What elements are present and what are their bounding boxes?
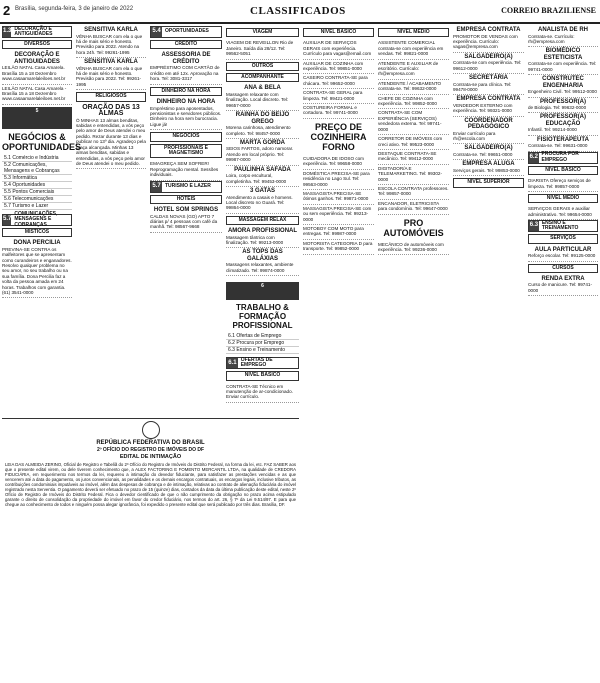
classified-ad: DOMÉSTICA PRECISA-SE para residência no Lago Sul. Tel: 99563-0000 (303, 170, 374, 190)
classified-ad: ANALISTA DE RH Contrata-se. Currículo: rh@empresa.com (528, 26, 598, 47)
page-header (0, 0, 600, 24)
classified-ad: COORDENADOR PEDAGÓGICO Enviar currículo para rh@escola.com (453, 117, 524, 145)
category-bar: 6.3 ENSINO E TREINAMENTO (528, 220, 598, 232)
subcategory-label: CRÉDITO (150, 40, 222, 49)
subcategory-label: HOTÉIS (150, 195, 222, 204)
classified-ad: DESTAQUE CONTRATA-SE mecânico. Tel: 99412-0000 (378, 150, 449, 165)
classified-ad: CORRETOR DE IMÓVEIS com creci ativo. Tel: 99523-0000 (378, 135, 449, 150)
classified-ad: AULA PARTICULAR Reforço escolar. Tel: 99125-0000 (528, 246, 598, 262)
classified-ad: AUXILIAR DE COZINHA com experiência. Tel: 99851-0000 (303, 60, 374, 75)
column-1 (2, 25, 82, 418)
subcategory-label: DINHEIRO NA HORA (150, 87, 222, 96)
classified-ad: ANA & BELA Massagem relaxante com finalização. Local discreto. Tel: 99657-0000 (226, 84, 299, 111)
column-5 (303, 26, 374, 678)
classified-ad: BIOMÉDICO ESTETICISTA Contrata-se com experiência. Tel: 99741-0000 (528, 47, 598, 75)
classified-ad: DIARISTA Ofereço serviços de limpeza. Tel: 99857-0000 (528, 177, 598, 192)
column-8 (528, 26, 598, 678)
subcategory-label: NÍVEL BÁSICO (528, 166, 598, 175)
classified-ad: AUXILIAR DE SERVIÇOS GERAIS com experiência. Currículo para vagas@email.com (303, 39, 374, 59)
subcategory-label: DIVERSOS (2, 40, 72, 49)
classified-ad: COSTUREIRA FORMAL e cortadora. Tel: 99741-0000 (303, 104, 374, 119)
classified-ad: ASSESSORIA DE CRÉDITO EMPRÉSTIMO COM CARTÃO de crédito em até 12x. Aprovação na hora. Tel: 3081-3317 (150, 51, 222, 84)
classified-ad: 3 GATAS Atendimento a casais e homens. Local discreto no Guará. Tel: 99864-0000 (226, 187, 299, 214)
classified-ad: VIAGEM DE REVEILLON Rio de Janeiro. Saída dia 28/12. Tel: 99562-5051 (226, 39, 299, 59)
classified-ad: SENSITIVA KARLA VÊNHA BUSCAR com ela o que há de mais sério e honesto. Previsão para 2022. Atendo na hora 24h. Tel: 99261-1995 (76, 26, 146, 58)
classified-ad: CONTRATA-SE COM EXPERIÊNCIA (SERVIÇOS) vendedora externa. Tel: 99741-0000 (378, 109, 449, 135)
subcategory-label: MASSAGEM RELAX (226, 216, 299, 225)
ad-headline: PRO AUTOMÓVEIS (383, 217, 444, 238)
classified-ad: ESCOLA CONTRATA professores. Tel: 99857-0000 (378, 185, 449, 200)
classified-ad: ASSISTENTE COMERCIAL contrata-se com experiência em vendas. Tel: 99821-0000 (378, 39, 449, 59)
notice-title: REPÚBLICA FEDERATIVA DO BRASIL (96, 440, 205, 446)
notice-body: LEIA DAS ALMEIDA ZERINO, Oficial de Registro e Tabeliã do 2º Ofício do Registro de Imóveis do Distrito Federal, na forma da lei, etc. FAZ SABER aos que o presente edital virem, ou dele tiverem conhecimento que, a ALEX FACTORING E FOMENTO MERCANTIL LTDA, na qualidade de CREDORA FIDUCIÁRIA, em requerimento nos termos da lei, requereu a intimação do devedor fiduciante, para satisfazer as prestações vencidas e as que vencerem até a data do pagamento, os juros convencionais, as penalidades e os demais encargos contratuais, os encargos legais, inclusive tributos, as contribuições condominiais imputáveis ao imóvel, além das despesas de cobrança e de intimação, relativas ao contrato de alienação fiduciária do imóvel registrado nesta Serventia. O pagamento deverá ser efetuado no prazo de 15 (quinze) dias, contados da data da última publicação deste edital, neste 2º Ofício de Registro de Imóveis do Distrito Federal. Fica o devedor cientificado de que o não cumprimento da obrigação no prazo acima estipulado garante o direito de consolidação da propriedade do imóvel em favor do credor fiduciário, nos termos do art. 26, § 7º da Lei 9.514/97. E para que chegue ao conhecimento de todos e ninguém possa alegar ignorância, foi expedido o presente edital que será publicado por três dias. Brasília, DF. (5, 462, 296, 507)
page-number: 2 (3, 3, 11, 18)
category-bar: 5.7 TURISMO E LAZER (150, 181, 222, 193)
paper-name: CORREIO BRAZILIENSE (501, 6, 596, 15)
category-bar: 1.3 DECORAÇÃO E ANTIGUIDADES (2, 26, 72, 38)
category-bar: 5.7 COMUNICAÇÕES, MENSAGENS E COBRANÇAS (2, 214, 72, 226)
section-title: NEGÓCIOS & OPORTUNIDADES (2, 131, 82, 152)
section-number-box: 6 (226, 282, 299, 300)
classified-ad: CONSTRUTEC ENGENHARIA Engenheiro Civil. Tel: 99512-0000 (528, 75, 598, 97)
column-3 (150, 26, 222, 418)
subcategory-label: ACOMPANHANTE (226, 73, 299, 82)
ad-headline: PREÇO DE COZINHEIRA FORNO (310, 121, 367, 152)
subcategory-label: NÍVEL BÁSICO (303, 28, 374, 37)
classified-ad: MECÂNICO de automóveis com experiência. Tel: 99236-0000 (378, 241, 449, 256)
classified-ad: CONTRATA-SE Técnico em manutenção de ar-condicionado. Enviar currículo. (226, 383, 299, 403)
column-7 (453, 26, 524, 678)
subcategory-label: OUTROS (226, 62, 299, 71)
classified-ad: MASSAGISTA PRECISA-SE ótimos ganhos. Tel: 99871-0000 (303, 190, 374, 205)
classified-ad: FISIOTERAPEUTA Contrata-se. Tel: 99631-0000 (528, 136, 598, 152)
subcategory-label: VIAGEM (226, 28, 299, 37)
section-number-box: 5 (2, 107, 72, 129)
classified-ad: SENSITIVA KARLA VÊNHA BUSCAR com ela o que há de mais sério e honesto. Previsão para 2022. Tel: 99261-1995 (76, 58, 146, 90)
subcategory-label: SERVIÇOS (528, 234, 598, 243)
classified-ad: AS TOPS DAS GALÁXIAS Massagens relaxantes, ambiente climatizado. Tel: 99874-0000 (226, 248, 299, 276)
section-index: 6.1 Ofertas de Emprego 6.2 Procura por Emprego 6.3 Ensino e Treinamento (226, 333, 299, 354)
classified-ad: PAULINHA SAFADA Loira, corpo escultural, completinha. Tel: 99453-0000 (226, 166, 299, 187)
classified-ad: PROFESSOR(A) EDUCAÇÃO Infantil. Tel: 99214-0000 (528, 113, 598, 135)
classified-ad: SALGADEIRO(A) Contrata-se com experiência. Tel: 99612-0000 (453, 53, 524, 74)
classified-ad: ATENDENTE E AUXILIAR de escritório. Currículo: rh@empresa.com (378, 60, 449, 80)
classified-ad: AMORA PROFISSIONAL Massagem tântrica com finalização. Tel: 99213-0000 (226, 227, 299, 248)
classified-ad: DINHEIRO NA HORA Empréstimo para aposentados, pensionistas e servidores públicos. Dinheiro na hora sem burocracia. Ligue já! (150, 98, 222, 130)
classified-ad: PROFESSOR(A) de Biologia. Tel: 99632-0000 (528, 98, 598, 114)
classified-ad: CHEFE DE COZINHA com experiência. Tel: 99852-0000 (378, 95, 449, 110)
column-6 (378, 26, 449, 678)
classified-ad: DIGITADOR/A E TELEMARKETING. Tel: 99302-0000 (378, 165, 449, 185)
classified-ad: MOTOBOY COM MOTO para entregas. Tel: 99987-0000 (303, 225, 374, 240)
subcategory-label: NÍVEL MÉDIO (378, 28, 449, 37)
column-2 (76, 26, 146, 418)
subcategory-label: MÍSTICOS (2, 228, 72, 237)
classified-ad: MARTA GORDA SEIOS FARTOS, adoro namorar. Atendo em local próprio. Tel: 99987-0000 (226, 139, 299, 166)
classified-ad: SECRETÁRIA Contrata-se para clínica. Tel: 99478-0000 (453, 74, 524, 95)
subcategory-label: NEGÓCIOS (150, 132, 222, 141)
classified-ad: MASSAGISTA PRECISA-SE com ou sem experiência. Tel: 99213-0000 (303, 205, 374, 225)
subcategory-label: PROFISSIONAIS E MAGNETISMO (150, 144, 222, 159)
subcategory-label: NÍVEL SUPERIOR (453, 178, 524, 187)
classified-ad: RAINHA DO BEIJO GREGO Morena carinhosa, atendimento completo. Tel: 98457-0000 (226, 111, 299, 139)
section-title: TRABALHO & FORMAÇÃO PROFISSIONAL (232, 303, 293, 331)
notice-subtitle: 2º OFÍCIO DO REGISTRO DE IMÓVEIS DO DF (96, 447, 205, 453)
classified-ad: ATENDENTE / ACABAMENTO contrata-se. Tel: 99632-0000 (378, 80, 449, 95)
classified-ad: ORAÇÃO DAS 13 ALMAS Ó MINHAS 13 almas benditas, sabidas e entendidas, a vós peço pelo amor de Deus atendei o meu pedido. Rezar durante 13 dias e publicar no 13º dia. Agradeço pela graça alcançada. Minhas 13 almas benditas, sabidas e entendidas, a vós peço pelo amor de Deus atendei o meu pedido. (76, 104, 146, 170)
classified-ad: DECORAÇÃO E ANTIGUIDADES LEILÃO NATAL Casa Amarela. Brasília 15 a 18 Dezembro www.casaamarelaleiloes.net.br (2, 51, 72, 84)
category-bar: 6.2 PROCURA POR EMPREGO (528, 152, 598, 164)
classified-ad: HOTEL SOM SPRINGS CALDAS NOVAS (GO) APTO 7 diárias p/ 4 pessoas com café da manhã. Tel: 98567-9668 (150, 206, 222, 233)
subcategory-label: RELIGIOSOS (76, 92, 146, 101)
date-line: Brasília, segunda-feira, 3 de janeiro de 2022 (15, 6, 134, 12)
classified-ad: EMPRESA CONTRATA PROMOTOR DE VENDAS com experiência. Currículo: vagas@empresa.com (453, 26, 524, 53)
classified-ad: LEILÃO NATAL Casa Amarela - Brasília 15 a 18 Dezembro www.casaamarelaleiloes.net.br (2, 85, 72, 105)
classified-ad: CONTRATA-SE GERAL para limpeza. Tel: 99421-0000 (303, 89, 374, 104)
subcategory-label: CURSOS (528, 264, 598, 273)
category-bar: 5.4 OPORTUNIDADES (150, 26, 222, 38)
classified-ad: CASEIRO CONTRATA-SE para chácara. Tel: 99652-0000 (303, 74, 374, 89)
classified-ad: MOTORISTA CATEGORIA D para transporte. Tel: 99852-0000 (303, 240, 374, 255)
classified-ad: DONA PERCILIA PREVINA-SE CONTRA os malfeitores que se apresentam como curandeiros e enganadores. Resolvo qualquer problema no seu amor, no seu trabalho ou na sua família. Dona Percilia faz a volta da pessoa amada em 24 horas. Trabalhos com garantia. (61) 3541-0000 (2, 239, 72, 298)
section-title: CLASSIFICADOS (250, 5, 346, 17)
classified-ad: CUIDADORA DE IDOSO com experiência. Tel: 99658-0000 (303, 155, 374, 170)
classified-ad: ENCANADOR, ELETRICISTA para condomínio. Tel: 99647-0000 (378, 200, 449, 215)
classified-ad: EMAGREÇA SEM SOFRER! Reprogramação mental. Sessões individuais. (150, 160, 222, 180)
subcategory-label: NÍVEL BÁSICO (226, 371, 299, 380)
subcategory-label: NÍVEL MÉDIO (528, 194, 598, 203)
notice-heading: EDITAL DE INTIMAÇÃO (119, 454, 182, 460)
legal-notice (2, 418, 299, 681)
classified-ad: SALGADEIRO(A) Contrata-se. Tel: 99651-0000 (453, 144, 524, 160)
category-bar: 6.1 OFERTAS DE EMPREGO (226, 357, 299, 369)
coat-of-arms-icon (142, 421, 160, 439)
section-index: 5.1 Comércio e Indústria 5.2 Comunicações, Mensagens e Cobranças 5.3 Informática 5.4 Oportunidades 5.5 Pontos Comerciais 5.6 Telecomunicações 5.7 Turismo e Lazer (2, 155, 72, 210)
classified-ad: EMPRESA ALUGA Serviços gerais. Tel: 99853-0000 (453, 160, 524, 176)
classified-ad: RENDA EXTRA Curso de manicure. Tel: 99741-0000 (528, 275, 598, 296)
classified-ad: SERVIÇOS GERAIS e auxiliar administrativo. Tel: 99654-0000 (528, 205, 598, 220)
classified-ad: EMPRESA CONTRATA VENDEDOR EXTERNO com experiência. Tel: 99321-0000 (453, 95, 524, 116)
